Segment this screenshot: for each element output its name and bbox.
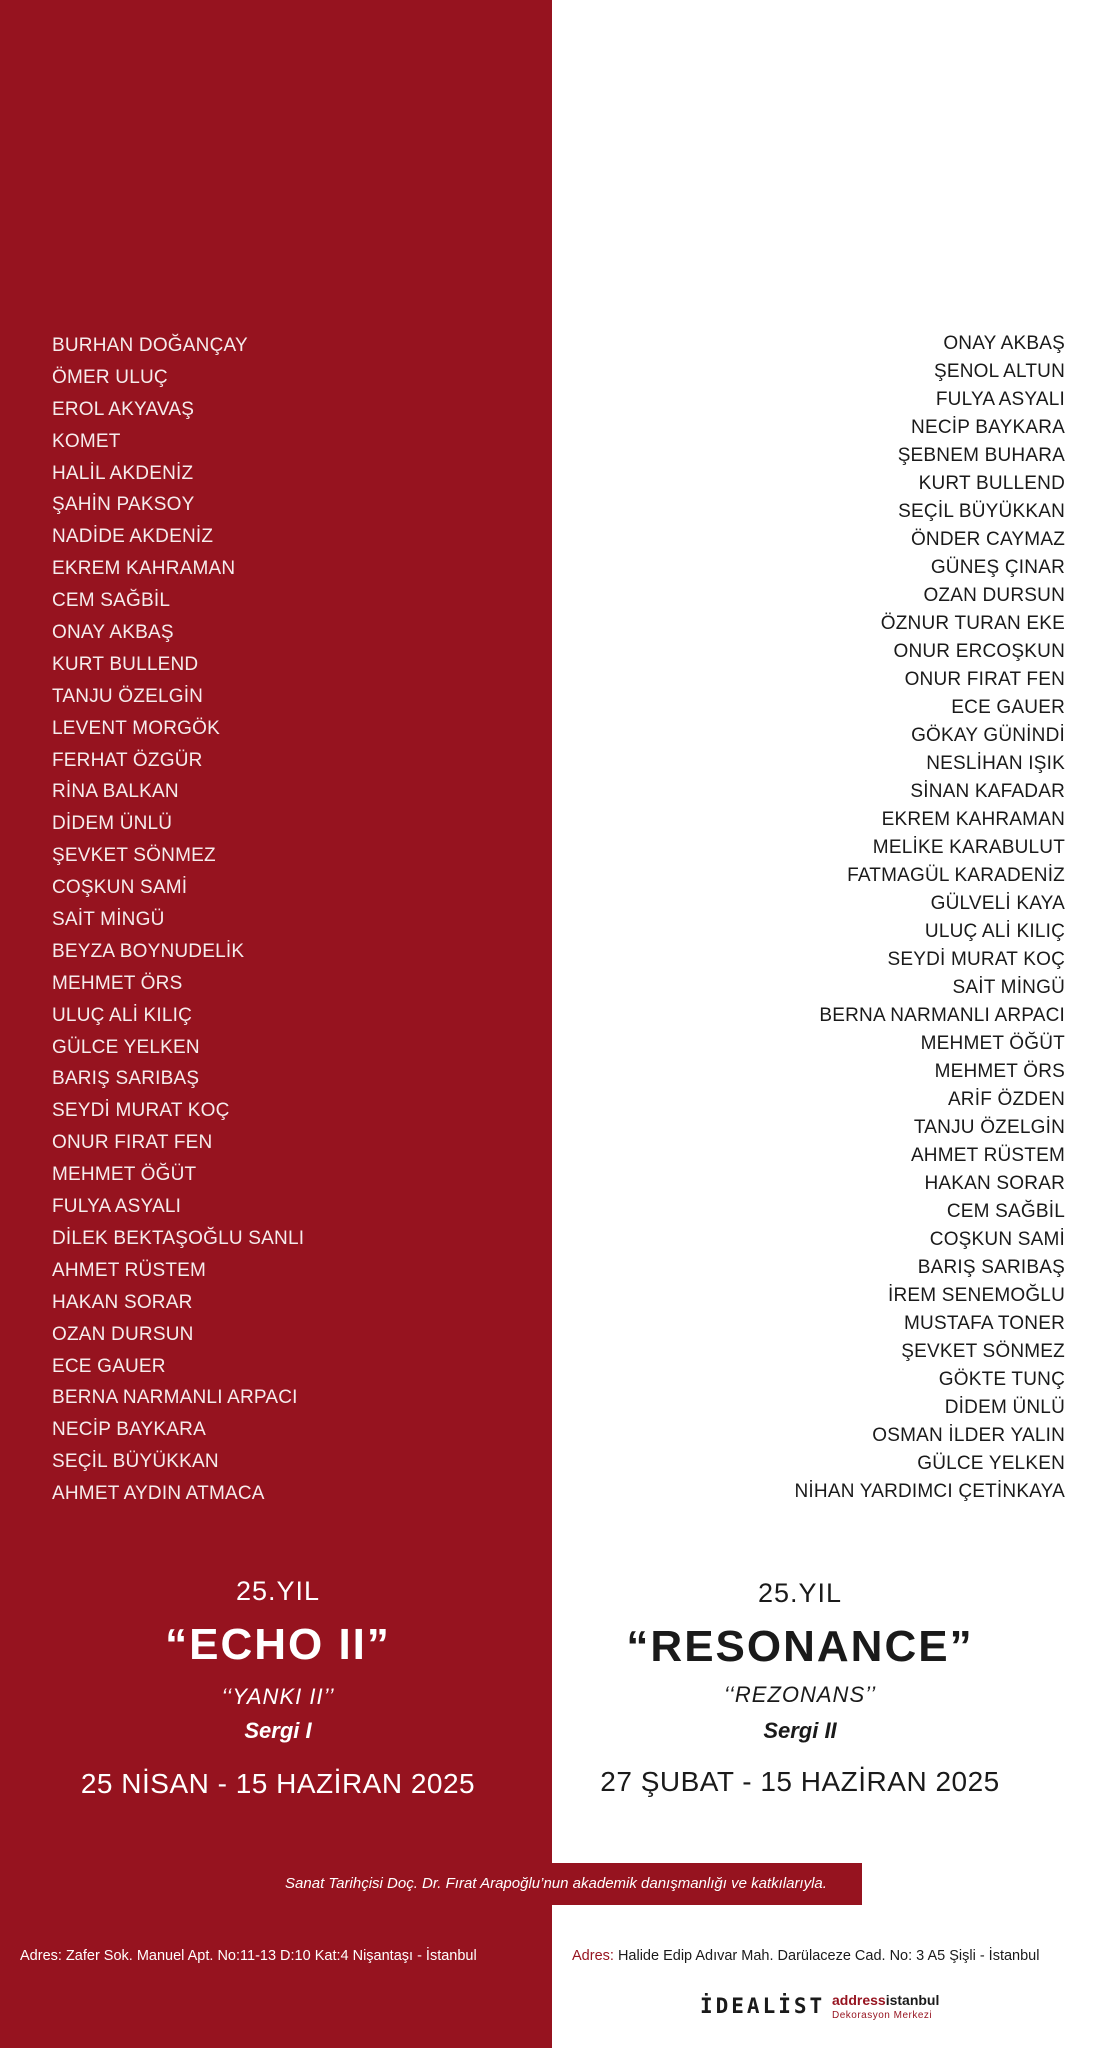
exhibition-2-year-text: 25.YIL bbox=[757, 1578, 843, 1608]
address-left: Adres: Zafer Sok. Manuel Apt. No:11-13 D:10 Kat:4 Nişantaşı - İstanbul bbox=[20, 1948, 477, 1964]
exhibition-2-sergi bbox=[530, 1718, 1070, 1744]
right-artist-name: ŞENOL ALTUN bbox=[933, 361, 1065, 382]
right-artist-name: SEYDİ MURAT KOÇ bbox=[887, 949, 1065, 970]
right-artist-name: MEHMET ÖĞÜT bbox=[920, 1033, 1065, 1054]
left-artist-name: EKREM KAHRAMAN bbox=[52, 558, 236, 580]
right-artist-name: CEM SAĞBİL bbox=[946, 1201, 1065, 1222]
right-artist-name: NECİP BAYKARA bbox=[911, 417, 1065, 438]
left-artist-name: ONUR FIRAT FEN bbox=[52, 1132, 213, 1154]
logo-istanbul-word: istanbul bbox=[885, 1992, 940, 2008]
left-artist-name: ŞAHİN PAKSOY bbox=[52, 494, 195, 516]
left-artist-name: HAKAN SORAR bbox=[52, 1291, 193, 1313]
left-artist-name: KOMET bbox=[52, 430, 121, 452]
exhibition-2-subtitle bbox=[530, 1682, 1070, 1708]
left-artist-name: AHMET AYDIN ATMACA bbox=[52, 1483, 265, 1505]
right-artist-list bbox=[795, 330, 1066, 1506]
left-artist-name: SEYDİ MURAT KOÇ bbox=[52, 1100, 230, 1122]
right-artist-name: GÜNEŞ ÇINAR bbox=[930, 557, 1065, 578]
exhibition-1-subtitle bbox=[8, 1684, 548, 1710]
right-artist-name: BARIŞ SARIBAŞ bbox=[917, 1257, 1065, 1278]
address-right-label: Adres: bbox=[572, 1948, 614, 1964]
right-artist-name: ECE GAUER bbox=[951, 697, 1065, 718]
right-artist-name: OSMAN İLDER YALIN bbox=[872, 1425, 1065, 1446]
left-artist-name: ULUÇ ALİ KILIÇ bbox=[52, 1004, 193, 1026]
left-artist-name: CEM SAĞBİL bbox=[52, 590, 171, 612]
right-artist-name: ÖZNUR TURAN EKE bbox=[880, 613, 1065, 634]
left-artist-name: SAİT MİNGÜ bbox=[52, 909, 165, 931]
right-artist-name: ÖNDER CAYMAZ bbox=[910, 529, 1065, 550]
left-artist-name: AHMET RÜSTEM bbox=[52, 1259, 207, 1281]
left-artist-name: BARIŞ SARIBAŞ bbox=[52, 1068, 200, 1090]
left-artist-name: FULYA ASYALI bbox=[52, 1196, 182, 1218]
right-artist-name: ŞEVKET SÖNMEZ bbox=[901, 1341, 1065, 1362]
exhibition-1-title bbox=[8, 1620, 548, 1670]
right-artist-name: NİHAN YARDIMCI ÇETİNKAYA bbox=[794, 1481, 1065, 1502]
right-artist-name: GÖKAY GÜNİNDİ bbox=[911, 725, 1065, 746]
right-artist-name: ONUR FIRAT FEN bbox=[904, 669, 1065, 690]
right-artist-name: MELİKE KARABULUT bbox=[872, 837, 1065, 858]
left-artist-name: FERHAT ÖZGÜR bbox=[52, 749, 203, 771]
left-artist-name: BURHAN DOĞANÇAY bbox=[52, 335, 248, 356]
right-artist-name: MUSTAFA TONER bbox=[904, 1313, 1065, 1334]
exhibition-2-dates-text: 27 ŞUBAT - 15 HAZİRAN 2025 bbox=[600, 1766, 1000, 1797]
left-artist-name: RİNA BALKAN bbox=[52, 781, 179, 803]
left-artist-name: ÖMER ULUÇ bbox=[52, 366, 168, 388]
exhibition-1-sergi bbox=[8, 1718, 548, 1744]
right-artist-name: BERNA NARMANLI ARPACI bbox=[819, 1005, 1065, 1026]
left-artist-name: EROL AKYAVAŞ bbox=[52, 398, 195, 420]
right-artist-name: KURT BULLEND bbox=[918, 473, 1065, 494]
exhibition-2-title-text: “RESONANCE” bbox=[626, 1622, 974, 1671]
right-artist-name: GÜLCE YELKEN bbox=[917, 1453, 1065, 1474]
right-artist-name: GÖKTE TUNÇ bbox=[938, 1369, 1065, 1390]
academic-note: Sanat Tarihçisi Doç. Dr. Fırat Arapoğlu’nun akademik danışmanlığı ve katkılarıyla. bbox=[250, 1863, 862, 1905]
exhibition-2-sergi-text: Sergi II bbox=[763, 1718, 837, 1743]
logo-address-word: address bbox=[832, 1992, 886, 2008]
right-artist-name: DİDEM ÜNLÜ bbox=[944, 1397, 1065, 1418]
left-artist-name: KURT BULLEND bbox=[52, 653, 199, 675]
address-right-text: Halide Edip Adıvar Mah. Darülaceze Cad. No: 3 A5 Şişli - İstanbul bbox=[617, 1948, 1040, 1964]
address-istanbul-logo bbox=[832, 1992, 942, 2024]
right-artist-name: ŞEBNEM BUHARA bbox=[897, 445, 1065, 466]
idealist-logo: İDEALİST bbox=[700, 1994, 826, 2018]
left-artist-name: GÜLCE YELKEN bbox=[52, 1036, 200, 1058]
right-artist-name: EKREM KAHRAMAN bbox=[881, 809, 1065, 830]
left-artist-name: MEHMET ÖRS bbox=[52, 972, 183, 994]
exhibition-2-dates bbox=[530, 1766, 1070, 1798]
right-artist-name: NESLİHAN IŞIK bbox=[926, 753, 1065, 774]
right-artist-name: AHMET RÜSTEM bbox=[910, 1145, 1065, 1166]
right-artist-name: TANJU ÖZELGİN bbox=[913, 1117, 1065, 1138]
exhibition-2-title bbox=[530, 1622, 1070, 1672]
left-artist-list bbox=[52, 330, 304, 1510]
right-artist-name: MEHMET ÖRS bbox=[934, 1061, 1065, 1082]
left-artist-name: BERNA NARMANLI ARPACI bbox=[52, 1387, 298, 1409]
exhibition-1-dates bbox=[8, 1768, 548, 1800]
left-artist-name: NADİDE AKDENİZ bbox=[52, 526, 214, 548]
right-artist-name: SİNAN KAFADAR bbox=[910, 781, 1065, 802]
exhibition-1-dates-text: 25 NİSAN - 15 HAZİRAN 2025 bbox=[80, 1768, 476, 1799]
left-artist-name: ŞEVKET SÖNMEZ bbox=[52, 845, 216, 867]
right-artist-name: ULUÇ ALİ KILIÇ bbox=[924, 921, 1065, 942]
left-artist-name: DİDEM ÜNLÜ bbox=[52, 813, 173, 835]
exhibition-1-sergi-text: Sergi I bbox=[244, 1718, 312, 1743]
left-artist-name: HALİL AKDENİZ bbox=[52, 462, 194, 484]
left-artist-name: NECİP BAYKARA bbox=[52, 1419, 206, 1441]
address-right bbox=[572, 1948, 1039, 1964]
exhibition-2-year bbox=[530, 1578, 1070, 1609]
right-artist-name: FATMAGÜL KARADENİZ bbox=[847, 865, 1065, 886]
right-artist-name: İREM SENEMOĞLU bbox=[888, 1285, 1065, 1306]
left-artist-name: MEHMET ÖĞÜT bbox=[52, 1164, 197, 1186]
left-artist-name: ECE GAUER bbox=[52, 1355, 166, 1377]
left-artist-name: BEYZA BOYNUDELİK bbox=[52, 940, 245, 962]
right-artist-name: ONUR ERCOŞKUN bbox=[893, 641, 1065, 662]
left-artist-name: ONAY AKBAŞ bbox=[52, 622, 174, 644]
exhibition-1-subtitle-text: ‘‘YANKI II’’ bbox=[221, 1684, 335, 1709]
right-artist-name: ONAY AKBAŞ bbox=[943, 333, 1065, 354]
left-artist-name: OZAN DURSUN bbox=[52, 1323, 194, 1345]
right-artist-name: HAKAN SORAR bbox=[924, 1173, 1065, 1194]
left-artist-name: LEVENT MORGÖK bbox=[52, 717, 221, 739]
right-artist-name: COŞKUN SAMİ bbox=[929, 1229, 1065, 1250]
right-artist-name: SAİT MİNGÜ bbox=[952, 977, 1065, 998]
exhibition-1-title-text: “ECHO II” bbox=[165, 1620, 391, 1669]
logo-address-subtitle: Dekorasyon Merkezi bbox=[832, 2010, 933, 2021]
left-artist-name: COŞKUN SAMİ bbox=[52, 877, 188, 899]
left-artist-name: DİLEK BEKTAŞOĞLU SANLI bbox=[52, 1227, 305, 1249]
left-artist-name: TANJU ÖZELGİN bbox=[52, 685, 204, 707]
right-artist-name: ARİF ÖZDEN bbox=[947, 1089, 1065, 1110]
right-artist-name: GÜLVELİ KAYA bbox=[930, 893, 1065, 914]
right-artist-name: SEÇİL BÜYÜKKAN bbox=[898, 501, 1065, 522]
right-artist-name: OZAN DURSUN bbox=[923, 585, 1065, 606]
exhibition-2-subtitle-text: ‘‘REZONANS’’ bbox=[723, 1682, 877, 1707]
exhibition-1-year: 25.YIL bbox=[235, 1576, 321, 1606]
left-artist-name: SEÇİL BÜYÜKKAN bbox=[52, 1451, 219, 1473]
right-artist-name: FULYA ASYALI bbox=[935, 389, 1065, 410]
